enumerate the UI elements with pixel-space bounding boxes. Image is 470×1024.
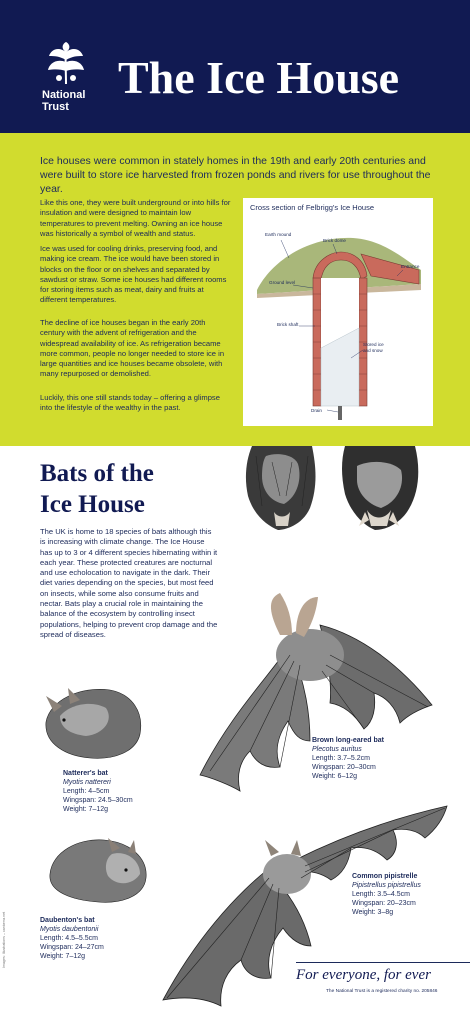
- label-stored-ice-line2: and snow: [363, 348, 383, 353]
- national-trust-logo: [36, 40, 96, 120]
- label-ground-level: Ground level: [269, 280, 296, 285]
- species-wingspan: Wingspan: 20–30cm: [312, 764, 376, 771]
- oak-leaf-icon: [43, 40, 89, 86]
- species-wingspan: Wingspan: 24.5–30cm: [63, 797, 133, 804]
- label-stored-ice-line1: Stored ice: [363, 342, 384, 347]
- footer-divider: [296, 962, 470, 963]
- species-length: Length: 4–5cm: [63, 788, 110, 795]
- brown-long-eared-bat-illustration: [170, 585, 450, 815]
- label-drain: Drain: [311, 408, 322, 413]
- species-length: Length: 3.5–4.5cm: [352, 891, 410, 898]
- species-wingspan: Wingspan: 24–27cm: [40, 944, 104, 951]
- species-latin-name: Myotis nattereri: [63, 779, 111, 786]
- species-length: Length: 4.5–5.5cm: [40, 935, 98, 942]
- species-latin-name: Pipistrellus pipistrellus: [352, 882, 421, 889]
- species-latin-name: Plecotus auritus: [312, 746, 362, 753]
- species-weight: Weight: 6–12g: [312, 773, 358, 780]
- intro-paragraph-1: Like this one, they were built underground or into hills for insulation and were designed to maintain low temperatures to prevent melting. Owning an ice house was historically a symbol of wealth and status.: [40, 198, 231, 238]
- species-common-pipistrelle: [352, 872, 421, 917]
- diagram-title: Cross section of Felbrigg's Ice House: [250, 203, 374, 212]
- bats-heading: [40, 458, 154, 520]
- charity-statement: The National Trust is a registered charity no. 205846: [326, 989, 438, 994]
- label-brick-shaft: Brick shaft: [277, 322, 299, 327]
- hanging-bat-illustration-right: [335, 446, 425, 532]
- species-latin-name: Myotis daubentonii: [40, 926, 99, 933]
- bats-heading-line2: Ice House: [40, 491, 145, 518]
- cross-section-diagram: [243, 198, 433, 426]
- intro-lead-text: Ice houses were common in stately homes in the 19th and early 20th centuries and were built to store ice harvested from frozen ponds and rivers for use throughout the year.: [40, 155, 431, 195]
- bats-body-text: The UK is home to 18 species of bats although this is increasing with climate change. The Ice House has up to 3 or 4 different species hibernating within it each year. These protected creatures are nocturnal and use echolocation to navigate in the dark. Their diet varies depending on the species, but most feed on insects, while some also consume fruits and nectar. Bats play a crucial role in maintaining the balance of the ecosystem by controlling insect populations, helping to prevent crop damage and the spread of diseases.: [40, 527, 218, 639]
- logo-text-line1: National: [42, 89, 86, 101]
- species-weight: Weight: 7–12g: [40, 953, 86, 960]
- species-natterers-bat: [63, 769, 133, 814]
- label-earth-mound: Earth mound: [265, 232, 292, 237]
- intro-paragraph-4: Luckily, this one still stands today – offering a glimpse into the lifestyle of the wealthy in the past.: [40, 393, 220, 413]
- species-wingspan: Wingspan: 20–23cm: [352, 900, 416, 907]
- species-length: Length: 3.7–5.2cm: [312, 755, 370, 762]
- intro-paragraph-2: Ice was used for cooling drinks, preserving food, and making ice cream. The ice would have been stored in blocks on the floor or on shelves and separated by sawdust or straw. Some ice houses had different rooms for storing items such as meat, dairy and fruits at different temperatures.: [40, 244, 227, 305]
- daubentons-bat-illustration: [42, 830, 152, 906]
- bats-heading-line1: Bats of the: [40, 460, 154, 487]
- species-daubentons-bat: [40, 916, 104, 961]
- species-name: Daubenton's bat: [40, 917, 95, 924]
- image-credit: Images: Illustrations – canberra.net: [2, 911, 6, 968]
- species-brown-long-eared-bat: [312, 736, 384, 781]
- label-entrance: Entrance: [401, 264, 420, 269]
- label-brick-dome: Brick dome: [323, 238, 346, 243]
- intro-paragraph-3: The decline of ice houses began in the early 20th century with the advent of refrigeration and the widespread availability of ice. As refrigeration became more common, people no longer needed to store ice in large quantities and ice houses became obsolete, with many repurposed or demolished.: [40, 318, 225, 379]
- species-name: Brown long-eared bat: [312, 737, 384, 744]
- natterers-bat-illustration: [40, 682, 145, 762]
- species-name: Natterer's bat: [63, 770, 108, 777]
- logo-text-line2: Trust: [42, 101, 69, 113]
- species-weight: Weight: 3–8g: [352, 909, 394, 916]
- hanging-bat-illustration-left: [232, 446, 332, 532]
- footer-slogan: For everyone, for ever: [296, 967, 431, 983]
- header-banner: [0, 0, 470, 133]
- species-weight: Weight: 7–12g: [63, 806, 109, 813]
- species-name: Common pipistrelle: [352, 873, 418, 880]
- page-title: The Ice House: [118, 52, 400, 103]
